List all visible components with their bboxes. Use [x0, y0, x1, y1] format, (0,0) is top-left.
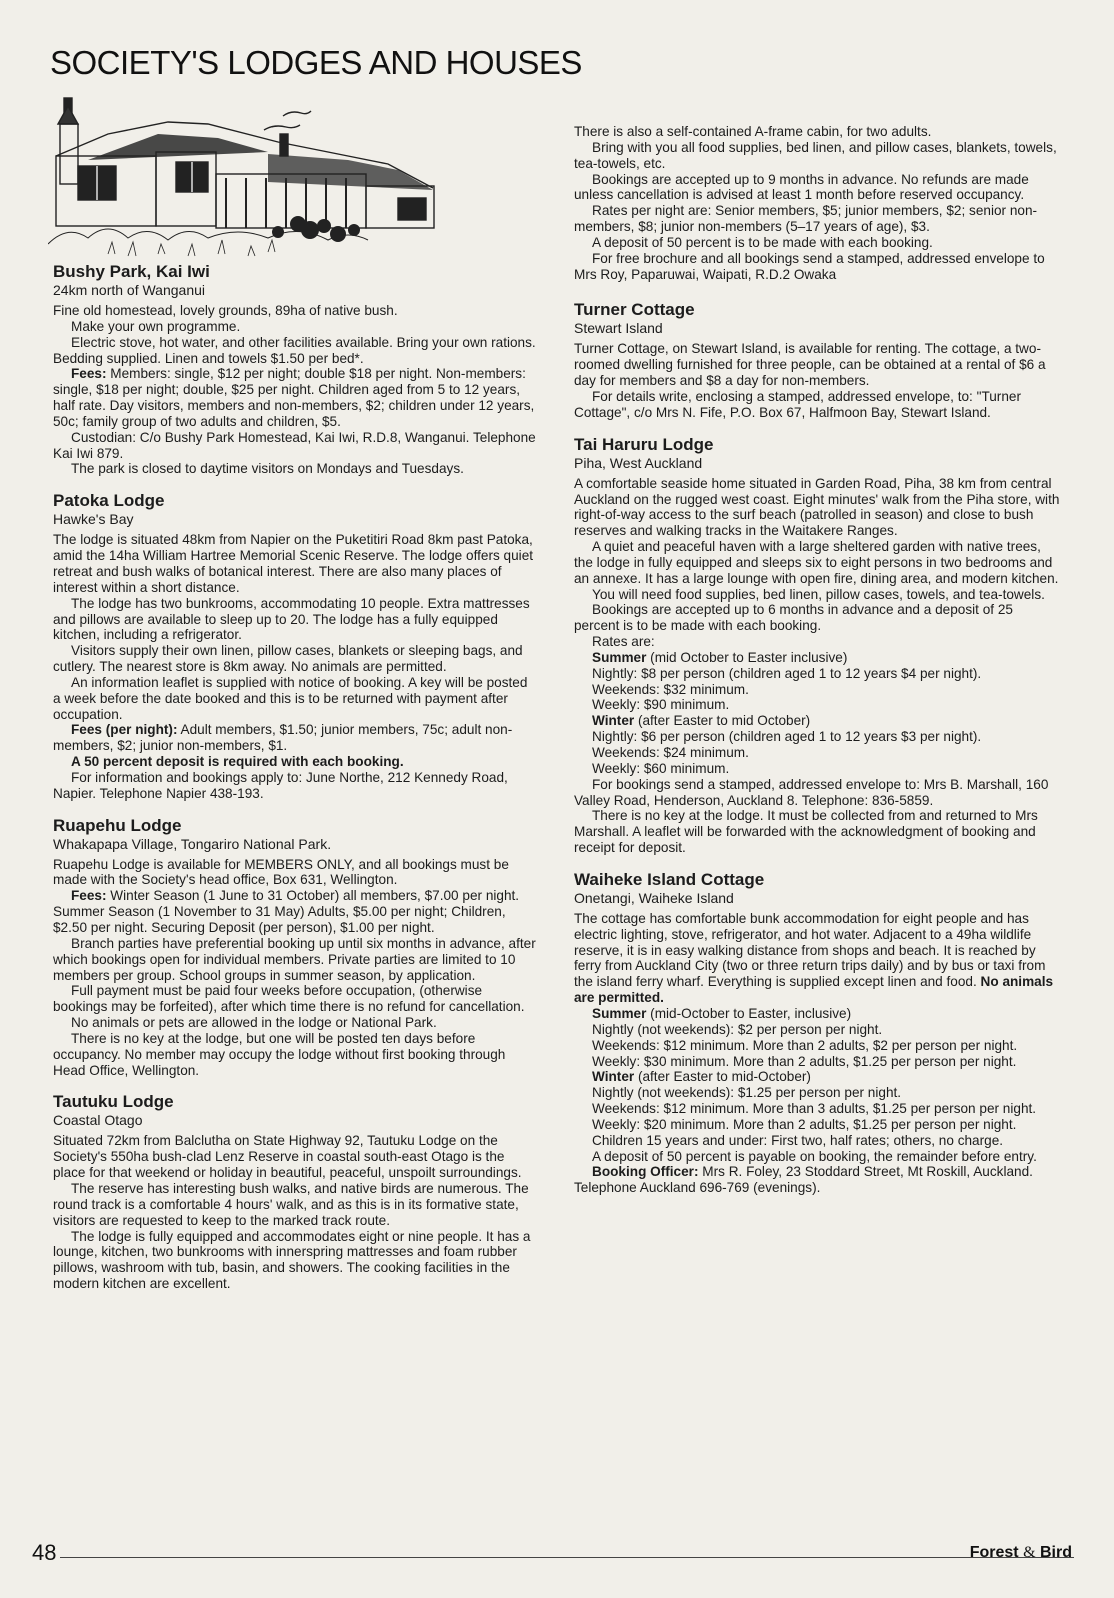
publication-name-part2: Bird: [1040, 1544, 1072, 1561]
right-column: [574, 124, 1061, 1210]
paragraph-text: There is no key at the lodge. It must be collected from and returned to Mrs Marshall. A leaflet will be forwarded with the acknowledgment of booking and receipt for deposit.: [574, 808, 1038, 856]
lodge-paragraph: [574, 713, 1061, 729]
lodge-paragraph: [53, 335, 538, 367]
lodge-section: [53, 491, 538, 801]
lodge-paragraph: [574, 476, 1061, 539]
paragraph-text: (mid October to Easter inclusive): [646, 649, 848, 665]
bold-label: Booking Officer:: [592, 1164, 699, 1180]
lodge-section: [53, 262, 538, 477]
paragraph-text: The park is closed to daytime visitors on Mondays and Tuesdays.: [71, 461, 464, 477]
paragraph-text: Weekly: $20 minimum. More than 2 adults, $1.25 per person per night.: [592, 1116, 1017, 1132]
lodge-paragraph: [574, 745, 1061, 761]
lodge-section: [53, 1092, 538, 1291]
lodge-paragraph: [53, 1133, 538, 1181]
lodge-section: [574, 870, 1061, 1196]
lodge-paragraph: [53, 722, 538, 754]
lodge-paragraph: [574, 1038, 1061, 1054]
lodge-paragraph: [574, 124, 1061, 140]
lodge-paragraph: [574, 389, 1061, 421]
lodge-heading: Waiheke Island Cottage: [574, 869, 765, 889]
paragraph-text: Bring with you all food supplies, bed linen, and pillow cases, blankets, towels, tea-towels, etc.: [574, 139, 1057, 171]
paragraph-text: Weekends: $12 minimum. More than 3 adults, $1.25 per person per night.: [592, 1101, 1037, 1117]
lodge-paragraph: [53, 461, 538, 477]
lodge-heading: Ruapehu Lodge: [53, 815, 182, 835]
lodge-paragraph: [574, 539, 1061, 587]
paragraph-text: Custodian: C/o Bushy Park Homestead, Kai Iwi, R.D.8, Wanganui. Telephone Kai Iwi 879.: [53, 429, 536, 461]
bold-label: Winter: [592, 1069, 635, 1085]
paragraph-text: For bookings send a stamped, addressed envelope to: Mrs B. Marshall, 160 Valley Road, Henderson, Auckland 8. Telephone: 836-5859.: [574, 776, 1049, 808]
bold-label: Winter: [592, 713, 635, 729]
paragraph-text: A deposit of 50 percent is to be made with each booking.: [592, 234, 933, 250]
lodge-paragraph: [574, 602, 1061, 634]
lodge-paragraph: [53, 1031, 538, 1079]
lodge-location: Stewart Island: [574, 320, 663, 337]
lodge-paragraph: [574, 666, 1061, 682]
paragraph-text: Nightly: $8 per person (children aged 1 to 12 years $4 per night).: [592, 665, 982, 681]
paragraph-text: Winter Season (1 June to 31 October) all members, $7.00 per night. Summer Season (1 November to 31 May) Adults, $5.00 per night; Children, $2.50 per night. Securing Deposit (per person), $1.00 per night.: [53, 888, 520, 935]
paragraph-text: Bookings are accepted up to 6 months in advance and a deposit of 25 percent is to be made with each booking.: [574, 602, 1013, 634]
lodge-paragraph: [574, 682, 1061, 698]
bold-label: Fees:: [71, 888, 107, 904]
lodge-paragraph: [53, 770, 538, 802]
paragraph-text: (mid-October to Easter, inclusive): [646, 1005, 852, 1021]
lodge-paragraph: [53, 430, 538, 462]
bold-label: Fees:: [71, 366, 107, 382]
paragraph-text: Branch parties have preferential booking up until six months in advance, after which bookings open for individual members. Private parties are limited to 10 members per group. School groups in summer season, by application.: [53, 935, 536, 983]
paragraph-text: The lodge is situated 48km from Napier on the Puketitiri Road 8km past Patoka, amid the 14ha William Hartree Memorial Scenic Reserve. The lodge offers quiet retreat and bush walks of botanical interest. There are also many places of interest within a short distance.: [53, 532, 534, 595]
lodge-paragraph: [574, 341, 1061, 389]
lodge-paragraph: [53, 936, 538, 984]
lodge-paragraph: [53, 675, 538, 723]
lodge-paragraph: [574, 203, 1061, 235]
lodge-paragraph: [53, 754, 538, 770]
lodge-paragraph: [53, 366, 538, 429]
lodge-paragraph: [53, 643, 538, 675]
paragraph-text: The lodge has two bunkrooms, accommodating 10 people. Extra mattresses and pillows are available to sleep up to 20. The lodge has a fully equipped kitchen, including a refrigerator.: [53, 595, 530, 643]
lodge-paragraph: [53, 983, 538, 1015]
paragraph-text: Visitors supply their own linen, pillow cases, blankets or sleeping bags, and cutlery. The nearest store is 8km away. No animals are permitted.: [53, 643, 523, 675]
lodge-paragraph: [53, 303, 538, 319]
lodge-paragraph: [574, 777, 1061, 809]
paragraph-text: Weekends: $24 minimum.: [592, 745, 749, 760]
paragraph-text: Turner Cottage, on Stewart Island, is available for renting. The cottage, a two-roomed dwelling furnished for three people, can be obtained at a rental of $6 a day for members and $8 a day for non-members.: [574, 341, 1046, 389]
lodge-location: Coastal Otago: [53, 1112, 143, 1129]
paragraph-text: Nightly: $6 per person (children aged 1 to 12 years $3 per night).: [592, 729, 982, 745]
paragraph-text: Full payment must be paid four weeks before occupation, (otherwise bookings may be forfeited), after which time there is no refund for cancellation.: [53, 983, 525, 1015]
paragraph-text: Weekly: $30 minimum. More than 2 adults, $1.25 per person per night.: [592, 1053, 1017, 1069]
paragraph-text: An information leaflet is supplied with notice of booking. A key will be posted a week before the date booked and this is to be returned with payment after occupation.: [53, 674, 528, 722]
lodge-heading: Tai Haruru Lodge: [574, 434, 714, 454]
lodge-paragraph: [574, 808, 1061, 856]
paragraph-text: Bookings are accepted up to 9 months in advance. No refunds are made unless cancellation is advised at least 1 month before reserved occupancy.: [574, 171, 1029, 203]
lodge-paragraph: [574, 1022, 1061, 1038]
lodge-heading: Turner Cottage: [574, 300, 695, 320]
publication-name: [970, 1544, 1072, 1562]
bold-label: A 50 percent deposit is required with each booking.: [71, 754, 404, 770]
left-column: [53, 262, 538, 1306]
lodge-paragraph: [53, 319, 538, 335]
paragraph-text: Ruapehu Lodge is available for MEMBERS ONLY, and all bookings must be made with the Society's head office, Box 631, Wellington.: [53, 856, 509, 888]
paragraph-text: There is also a self-contained A-frame cabin, for two adults.: [574, 124, 932, 139]
bold-note: No animals are permitted.: [574, 974, 1054, 1006]
paragraph-text: The lodge is fully equipped and accommodates eight or nine people. It has a lounge, kitchen, two bunkrooms with innerspring mattresses and foam rubber pillows, washroom with tub, basin, and showers. The cooking facilities in the modern kitchen are excellent.: [53, 1228, 531, 1292]
lodge-paragraph: [53, 857, 538, 889]
lodge-location: Whakapapa Village, Tongariro National Park.: [53, 835, 332, 852]
paragraph-text: You will need food supplies, bed linen, pillow cases, towels, and tea-towels.: [592, 586, 1045, 602]
paragraph-text: The reserve has interesting bush walks, and native birds are numerous. The round track is a comfortable 4 hours' walk, and as this is in its formative state, visitors are requested to keep to the marked track route.: [53, 1180, 529, 1228]
lodge-paragraph: [574, 251, 1061, 283]
paragraph-text: Nightly (not weekends): $2 per person per night.: [592, 1021, 883, 1037]
lodge-paragraph: [574, 1069, 1061, 1085]
bold-label: Summer: [592, 649, 647, 665]
lodge-paragraph: [574, 1133, 1061, 1149]
lodge-paragraph: [574, 1164, 1061, 1196]
footer-rule: [60, 1557, 1074, 1558]
lodge-heading: Tautuku Lodge: [53, 1092, 174, 1112]
lodge-paragraph: [574, 761, 1061, 777]
paragraph-text: For free brochure and all bookings send a stamped, addressed envelope to Mrs Roy, Paparuwai, Waipati, R.D.2 Owaka: [574, 250, 1045, 282]
paragraph-text: Make your own programme.: [71, 318, 241, 334]
publication-ampersand: &: [1023, 1544, 1036, 1561]
lodge-paragraph: [53, 1229, 538, 1292]
paragraph-text: (after Easter to mid-October): [634, 1069, 811, 1085]
paragraph-text: No animals or pets are allowed in the lodge or National Park.: [71, 1015, 437, 1031]
lodge-paragraph: [574, 697, 1061, 713]
paragraph-text: Fine old homestead, lovely grounds, 89ha of native bush.: [53, 303, 398, 318]
lodge-section: [574, 435, 1061, 856]
lodge-location: Hawke's Bay: [53, 511, 134, 528]
lodge-paragraph: [574, 1085, 1061, 1101]
lodge-paragraph: [53, 1015, 538, 1031]
lodge-paragraph: [574, 1101, 1061, 1117]
paragraph-text: Nightly (not weekends): $1.25 per person per night.: [592, 1085, 902, 1101]
lodge-section: [574, 124, 1061, 282]
lodge-paragraph: [574, 587, 1061, 603]
lodge-paragraph: [53, 532, 538, 595]
paragraph-text: Weekly: $90 minimum.: [592, 697, 730, 713]
paragraph-text: A deposit of 50 percent is payable on booking, the remainder before entry.: [592, 1148, 1037, 1164]
lodge-paragraph: [574, 729, 1061, 745]
page-number: 48: [32, 1540, 57, 1565]
lodge-paragraph: [574, 911, 1061, 1006]
paragraph-text: Members: single, $12 per night; double $18 per night. Non-members: single, $18 per night; double, $25 per night. Children aged from 5 to 12 years, half rate. Day visitors, members and non-members, $2; children under 12 years, 50c; family group of two adults and children, $5.: [53, 366, 535, 429]
paragraph-text: A quiet and peaceful haven with a large sheltered garden with native trees, the lodge in fully equipped and sleeps six to eight persons in two bedrooms and an annexe. It has a large lounge with open fire, dining area, and modern kitchen.: [574, 539, 1059, 586]
paragraph-text: Rates are:: [592, 634, 655, 650]
lodge-paragraph: [574, 235, 1061, 251]
paragraph-text: Weekly: $60 minimum.: [592, 760, 730, 776]
lodge-paragraph: [574, 634, 1061, 650]
lodge-section: [53, 816, 538, 1079]
lodge-paragraph: [574, 1006, 1061, 1022]
paragraph-text: Electric stove, hot water, and other facilities available. Bring your own rations. Bedding supplied. Linen and towels $1.50 per bed*.: [53, 334, 536, 366]
paragraph-text: For information and bookings apply to: June Northe, 212 Kennedy Road, Napier. Telephone Napier 438-193.: [53, 769, 508, 801]
lodge-paragraph: [574, 140, 1061, 172]
lodge-paragraph: [53, 888, 538, 936]
lodge-heading: Bushy Park, Kai Iwi: [53, 262, 210, 281]
homestead-illustration: [48, 94, 440, 264]
page-title: SOCIETY'S LODGES AND HOUSES: [50, 44, 582, 81]
paragraph-text: Mrs R. Foley, 23 Stoddard Street, Mt Roskill, Auckland. Telephone Auckland 696-769 (evenings).: [574, 1164, 1033, 1196]
lodge-location: Onetangi, Waiheke Island: [574, 889, 734, 906]
lodge-paragraph: [53, 1181, 538, 1229]
paragraph-text: For details write, enclosing a stamped, addressed envelope, to: "Turner Cottage", c/o Mrs N. Fife, P.O. Box 67, Halfmoon Bay, Stewart Island.: [574, 388, 1021, 420]
lodge-heading: Patoka Lodge: [53, 491, 165, 511]
paragraph-text: Weekends: $12 minimum. More than 2 adults, $2 per person per night.: [592, 1037, 1018, 1053]
paragraph-text: The cottage has comfortable bunk accommodation for eight people and has electric lighting, stove, refrigerator, and hot water. Adjacent to a 49ha wildlife reserve, it is in easy walking distance from shops and beach. It is reached by ferry from Auckland City (two or three return trips daily) and by bus or taxi from the island ferry wharf. Everything is supplied except linen and food.: [574, 910, 1046, 990]
paragraph-text: (after Easter to mid October): [634, 713, 811, 729]
paragraph-text: Adult members, $1.50; junior members, 75c; adult non-members, $2; junior non-members, $1.: [53, 722, 513, 754]
paragraph-text: Weekends: $32 minimum.: [592, 681, 749, 697]
lodge-paragraph: [574, 172, 1061, 204]
bold-label: Summer: [592, 1005, 647, 1021]
paragraph-text: Rates per night are: Senior members, $5; junior members, $2; senior non-members, $8; junior non-members (5–17 years of age), $3.: [574, 203, 1038, 235]
publication-name-part1: Forest: [969, 1544, 1019, 1561]
lodge-paragraph: [574, 1149, 1061, 1165]
lodge-section: [574, 300, 1061, 420]
paragraph-text: A comfortable seaside home situated in Garden Road, Piha, 38 km from central Auckland on the rugged west coast. Eight minutes' walk from the Piha store, with right-of-way access to the surf beach (patrolled in season) and close to bush reserves and walking tracks in the Waitakere Ranges.: [574, 475, 1060, 539]
lodge-paragraph: [53, 596, 538, 644]
lodge-paragraph: [574, 650, 1061, 666]
paragraph-text: Children 15 years and under: First two, half rates; others, no charge.: [592, 1132, 1004, 1148]
bold-label: Fees (per night):: [71, 722, 178, 738]
paragraph-text: Situated 72km from Balclutha on State Highway 92, Tautuku Lodge on the Society's 550ha bush-clad Lenz Reserve in coastal south-east Otago is the place for that weekend or holiday in beautiful, peaceful, unspoilt surroundings.: [53, 1133, 522, 1181]
paragraph-text: There is no key at the lodge, but one will be posted ten days before occupancy. No member may occupy the lodge without first booking through Head Office, Wellington.: [53, 1030, 506, 1078]
lodge-paragraph: [574, 1054, 1061, 1070]
lodge-location: Piha, West Auckland: [574, 454, 703, 471]
lodge-location: 24km north of Wanganui: [53, 282, 206, 298]
lodge-paragraph: [574, 1117, 1061, 1133]
